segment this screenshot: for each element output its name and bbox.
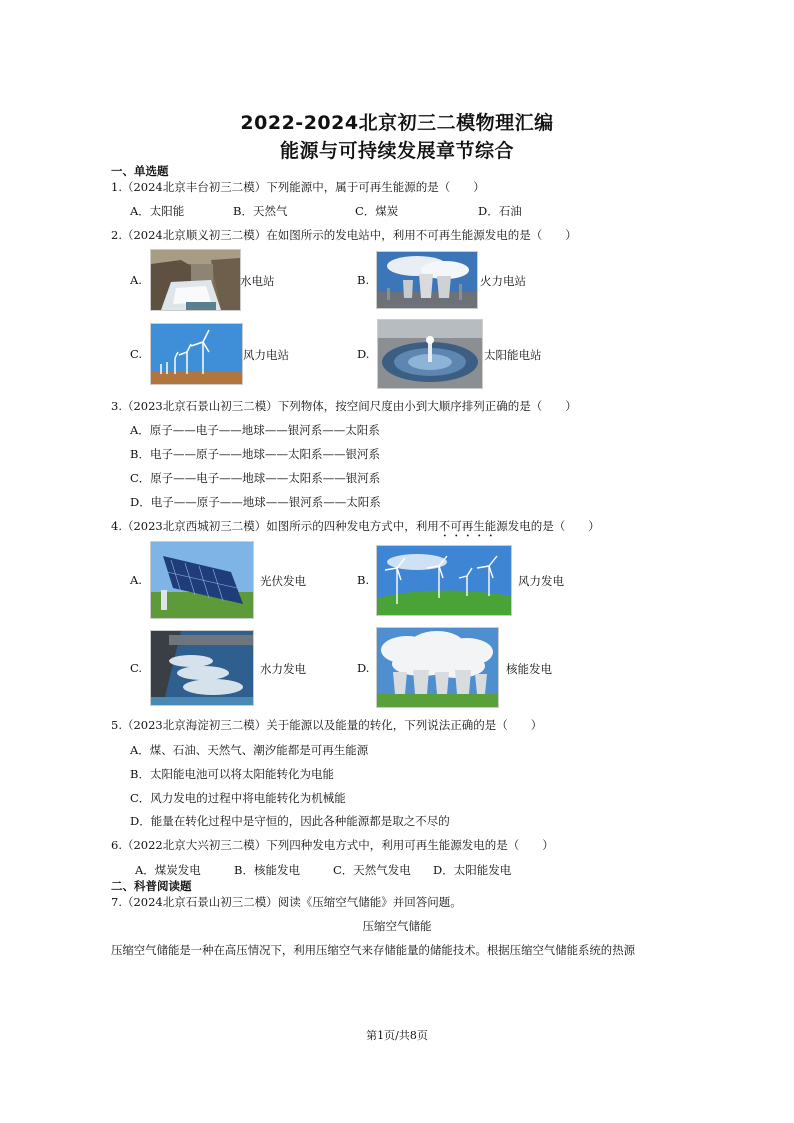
question-1-stem: 1.（2024北京丰台初三二模）下列能源中，属于可再生能源的是（ ）	[111, 180, 485, 194]
q6-option-d: D．太阳能发电	[433, 863, 512, 877]
q3-option-a: A．原子——电子——地球——银河系——太阳系	[130, 423, 380, 437]
q4-stem-emphasis: 不可再生能	[438, 519, 497, 533]
q2-caption-a: 水电站	[240, 274, 275, 288]
section-heading-reading: 二、科普阅读题	[111, 879, 192, 893]
q4-caption-a: 光伏发电	[260, 574, 306, 588]
section-heading-single-choice: 一、单选题	[111, 164, 169, 178]
hydro-station-image	[150, 249, 241, 311]
question-2-stem: 2.（2024北京顺义初三二模）在如图所示的发电站中，利用不可再生能源发电的是（ ）	[111, 228, 577, 242]
q2-caption-d: 太阳能电站	[484, 348, 542, 362]
q2-caption-c: 风力电站	[243, 348, 289, 362]
q5-option-a: A．煤、石油、天然气、潮汐能都是可再生能源	[130, 743, 369, 757]
page-number: 第1页/共8页	[366, 1029, 428, 1042]
q4-letter-d: D.	[357, 661, 370, 675]
q6-option-b: B．核能发电	[234, 863, 300, 877]
q2-letter-d: D.	[357, 347, 370, 361]
wind-power-station-image	[150, 323, 243, 385]
q1-option-b: B．天然气	[233, 204, 288, 218]
solar-power-station-image	[377, 319, 483, 389]
q1-option-c: C．煤炭	[355, 204, 399, 218]
q1-option-d: D．石油	[478, 204, 522, 218]
question-6-stem: 6.（2022北京大兴初三二模）下列四种发电方式中，利用可再生能源发电的是（ ）	[111, 838, 554, 852]
photovoltaic-image	[150, 541, 254, 619]
q2-letter-a: A.	[130, 273, 142, 287]
article-title: 压缩空气储能	[362, 919, 432, 933]
q2-letter-b: B.	[357, 273, 370, 287]
q5-option-c: C．风力发电的过程中将电能转化为机械能	[130, 791, 346, 805]
article-paragraph: 压缩空气储能是一种在高压情况下，利用压缩空气来存储能量的储能技术。根据压缩空气储能系统的热源	[111, 943, 635, 957]
q3-option-d: D．电子——原子——地球——银河系——太阳系	[130, 495, 381, 509]
q4-caption-c: 水力发电	[260, 662, 306, 676]
question-5-stem: 5.（2023北京海淀初三二模）关于能源以及能量的转化，下列说法正确的是（ ）	[111, 718, 543, 732]
question-7-stem: 7.（2024北京石景山初三二模）阅读《压缩空气储能》并回答问题。	[111, 895, 462, 909]
q2-caption-b: 火力电站	[480, 274, 526, 288]
q3-option-b: B．电子——原子——地球——太阳系——银河系	[130, 447, 380, 461]
thermal-power-station-image	[376, 251, 478, 309]
q6-option-c: C．天然气发电	[333, 863, 411, 877]
q5-option-d: D．能量在转化过程中是守恒的，因此各种能源都是取之不尽的	[130, 814, 450, 828]
document-subtitle: 能源与可持续发展章节综合	[279, 140, 514, 162]
q4-letter-b: B.	[357, 573, 370, 587]
q4-caption-d: 核能发电	[506, 662, 552, 676]
nuclear-plant-image	[376, 627, 499, 708]
q4-letter-c: C.	[130, 661, 143, 675]
q6-option-a: A．煤炭发电	[135, 863, 201, 877]
q4-stem-part1: 4.（2023北京西城初三二模）如图所示的四种发电方式中，利用	[111, 519, 439, 533]
document-title: 2022-2024北京初三二模物理汇编	[240, 112, 554, 134]
wind-farm-image	[376, 545, 512, 616]
q3-option-c: C．原子——电子——地球——太阳系——银河系	[130, 471, 381, 485]
q4-caption-b: 风力发电	[518, 574, 564, 588]
hydropower-image	[150, 630, 254, 706]
q2-letter-c: C.	[130, 347, 143, 361]
question-4-stem	[111, 518, 600, 540]
q4-letter-a: A.	[130, 573, 142, 587]
question-3-stem: 3.（2023北京石景山初三二模）下列物体，按空间尺度由小到大顺序排列正确的是（ ）	[111, 399, 577, 413]
q4-stem-part2: 源发电的是（ ）	[496, 519, 600, 533]
q1-option-a: A．太阳能	[130, 204, 185, 218]
q5-option-b: B．太阳能电池可以将太阳能转化为电能	[130, 767, 334, 781]
